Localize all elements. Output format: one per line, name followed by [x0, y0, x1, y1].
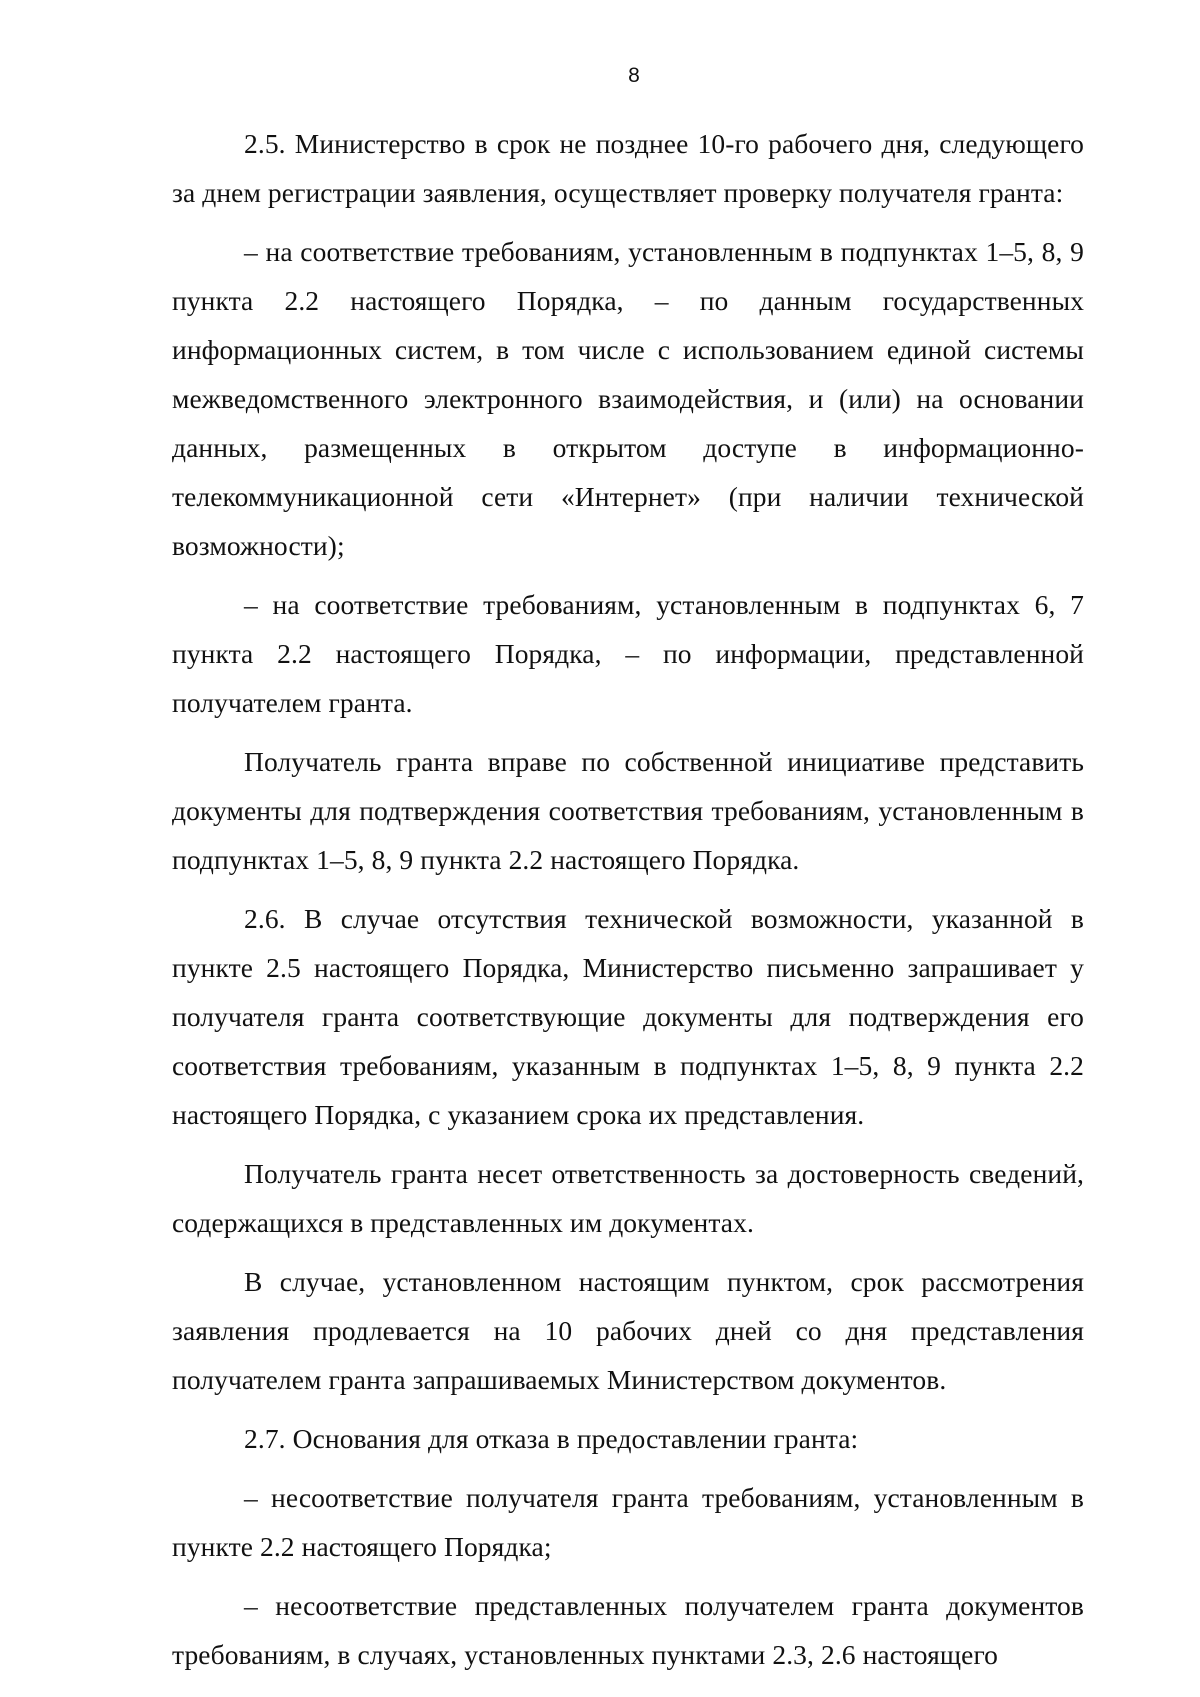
- page-number: 8: [628, 64, 640, 87]
- paragraph-responsibility: Получатель гранта несет ответственность за достоверность сведений, содержащихся в представленных им документах.: [172, 1158, 1084, 1238]
- paragraph-2-7: 2.7. Основания для отказа в предоставлении гранта:: [244, 1423, 859, 1454]
- paragraph-2-6: 2.6. В случае отсутствия технической возможности, указанной в пункте 2.5 настоящего Порядка, Министерство письменно запрашивает у получателя гранта соответствующие документы для подтверждения его соответствия требованиям, указанным в подпунктах 1–5, 8, 9 пункта 2.2 настоящего Порядка, с указанием срока их представления.: [172, 903, 1084, 1130]
- paragraph-check-recipient-info: – на соответствие требованиям, установленным в подпунктах 6, 7 пункта 2.2 настоящего Порядка, – по информации, представленной получателем гранта.: [172, 589, 1084, 718]
- paragraph-refusal-noncompliance: – несоответствие получателя гранта требованиям, установленным в пункте 2.2 настоящего Порядка;: [172, 1482, 1084, 1562]
- document-body: [172, 119, 1084, 1689]
- paragraph-2-5: 2.5. Министерство в срок не позднее 10-го рабочего дня, следующего за днем регистрации заявления, осуществляет проверку получателя гранта:: [172, 128, 1084, 208]
- paragraph-own-initiative: Получатель гранта вправе по собственной инициативе представить документы для подтверждения соответствия требованиям, установленным в подпунктах 1–5, 8, 9 пункта 2.2 настоящего Порядка.: [172, 746, 1084, 875]
- paragraph-refusal-documents: – несоответствие представленных получателем гранта документов требованиям, в случаях, установленных пунктами 2.3, 2.6 настоящего: [172, 1590, 1084, 1670]
- paragraph-term-extension: В случае, установленном настоящим пунктом, срок рассмотрения заявления продлевается на 10 рабочих дней со дня представления получателем гранта запрашиваемых Министерством документов.: [172, 1266, 1084, 1395]
- paragraph-check-state-systems: – на соответствие требованиям, установленным в подпунктах 1–5, 8, 9 пункта 2.2 настоящего Порядка, – по данным государственных информационных систем, в том числе с использованием единой системы межведомственного электронного взаимодействия, и (или) на основании данных, размещенных в открытом доступе в информационно-телекоммуникационной сети «Интернет» (при наличии технической возможности);: [172, 236, 1084, 561]
